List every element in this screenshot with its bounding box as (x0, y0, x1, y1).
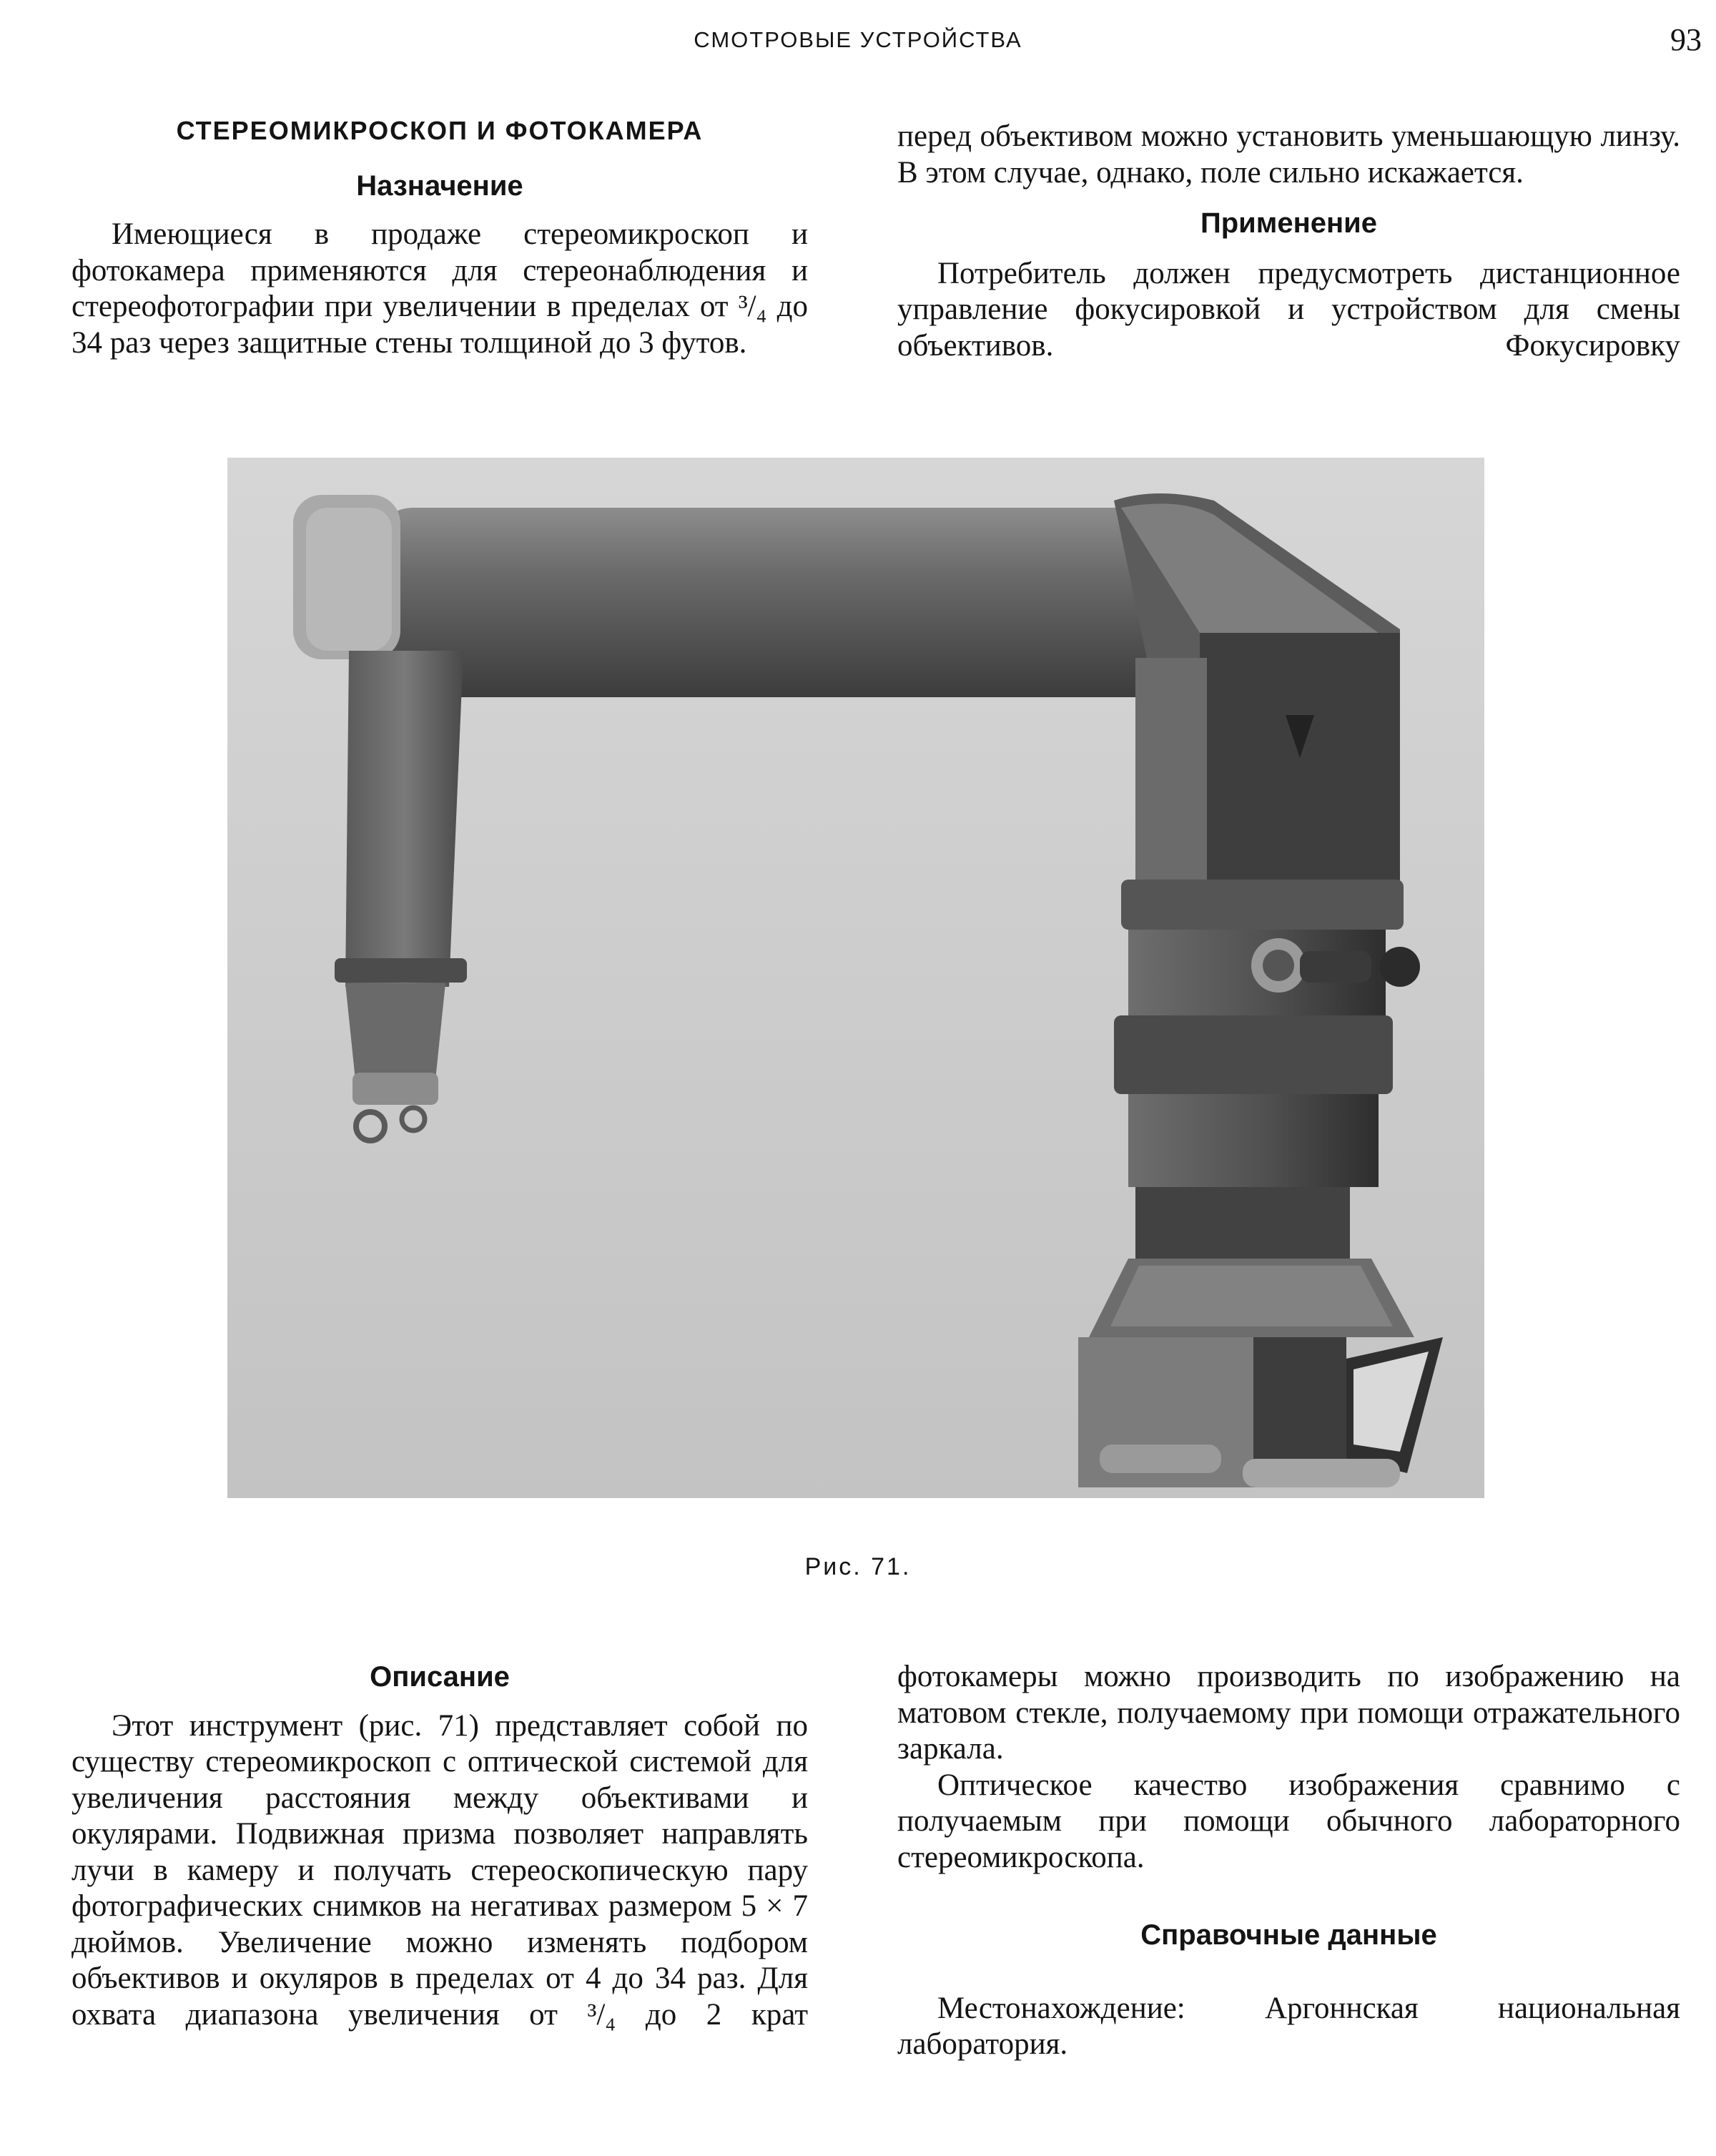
figure-stereomicroscope-photo (227, 458, 1484, 1498)
description-heading: Описание (370, 1661, 510, 1693)
purpose-column (72, 113, 808, 361)
continuation-paragraph-bottom: фотокамеры можно производить по изображению на матовом стекле, получаемому при помощи отражательного заркала. (897, 1660, 1680, 1766)
reference-heading: Справочные данные (1140, 1919, 1437, 1951)
stereomicroscope-illustration (227, 458, 1484, 1498)
reference-paragraph: Местонахождение: Аргоннская национальная лаборатория. (897, 1991, 1680, 2061)
page-number: 93 (1670, 22, 1702, 57)
continuation-paragraph-top: перед объективом можно установить уменьшающую линзу. В этом случае, однако, поле сильно искажается. (897, 119, 1680, 189)
quality-paragraph: Оптическое качество изображения сравнимо с получаемым при помощи обычного лабораторного стереомикроскопа. (897, 1768, 1680, 1874)
application-heading: Применение (1200, 207, 1377, 239)
figure-caption: Рис. 71. (804, 1553, 912, 1580)
reference-column (897, 1659, 1680, 2063)
application-paragraph: Потребитель должен предусмотреть дистанционное управление фокусировкой и устройством для смены объективов. Фокусировку (897, 256, 1680, 363)
application-column (897, 119, 1680, 364)
description-column (72, 1659, 808, 2033)
purpose-heading: Назначение (356, 169, 523, 202)
description-paragraph: Этот инструмент (рис. 71) представляет собой по существу стереомикроскоп с оптической системой для увеличения расстояния между объективами и окулярами. Подвижная призма позволяет направлять лучи в камеру и получать стереоскопическую пару фотографических снимков на негативах размером 5 × 7 дюймов. Увеличение можно изменять подбором объективов и окуляров в пределах от 4 до 34 раз. Для охвата диапазона увеличения от ³/₄ до 2 крат (72, 1708, 808, 2032)
purpose-paragraph: Имеющиеся в продаже стереомикроскоп и фотокамера применяются для стереонаблюдения и стереофотографии при увеличении в пределах от ³/₄ до 34 раз через защитные стены толщиной до 3 футов. (72, 217, 808, 360)
section-title: СТЕРЕОМИКРОСКОП И ФОТОКАМЕРА (176, 116, 704, 145)
running-title: СМОТРОВЫЕ УСТРОЙСТВА (694, 27, 1022, 52)
